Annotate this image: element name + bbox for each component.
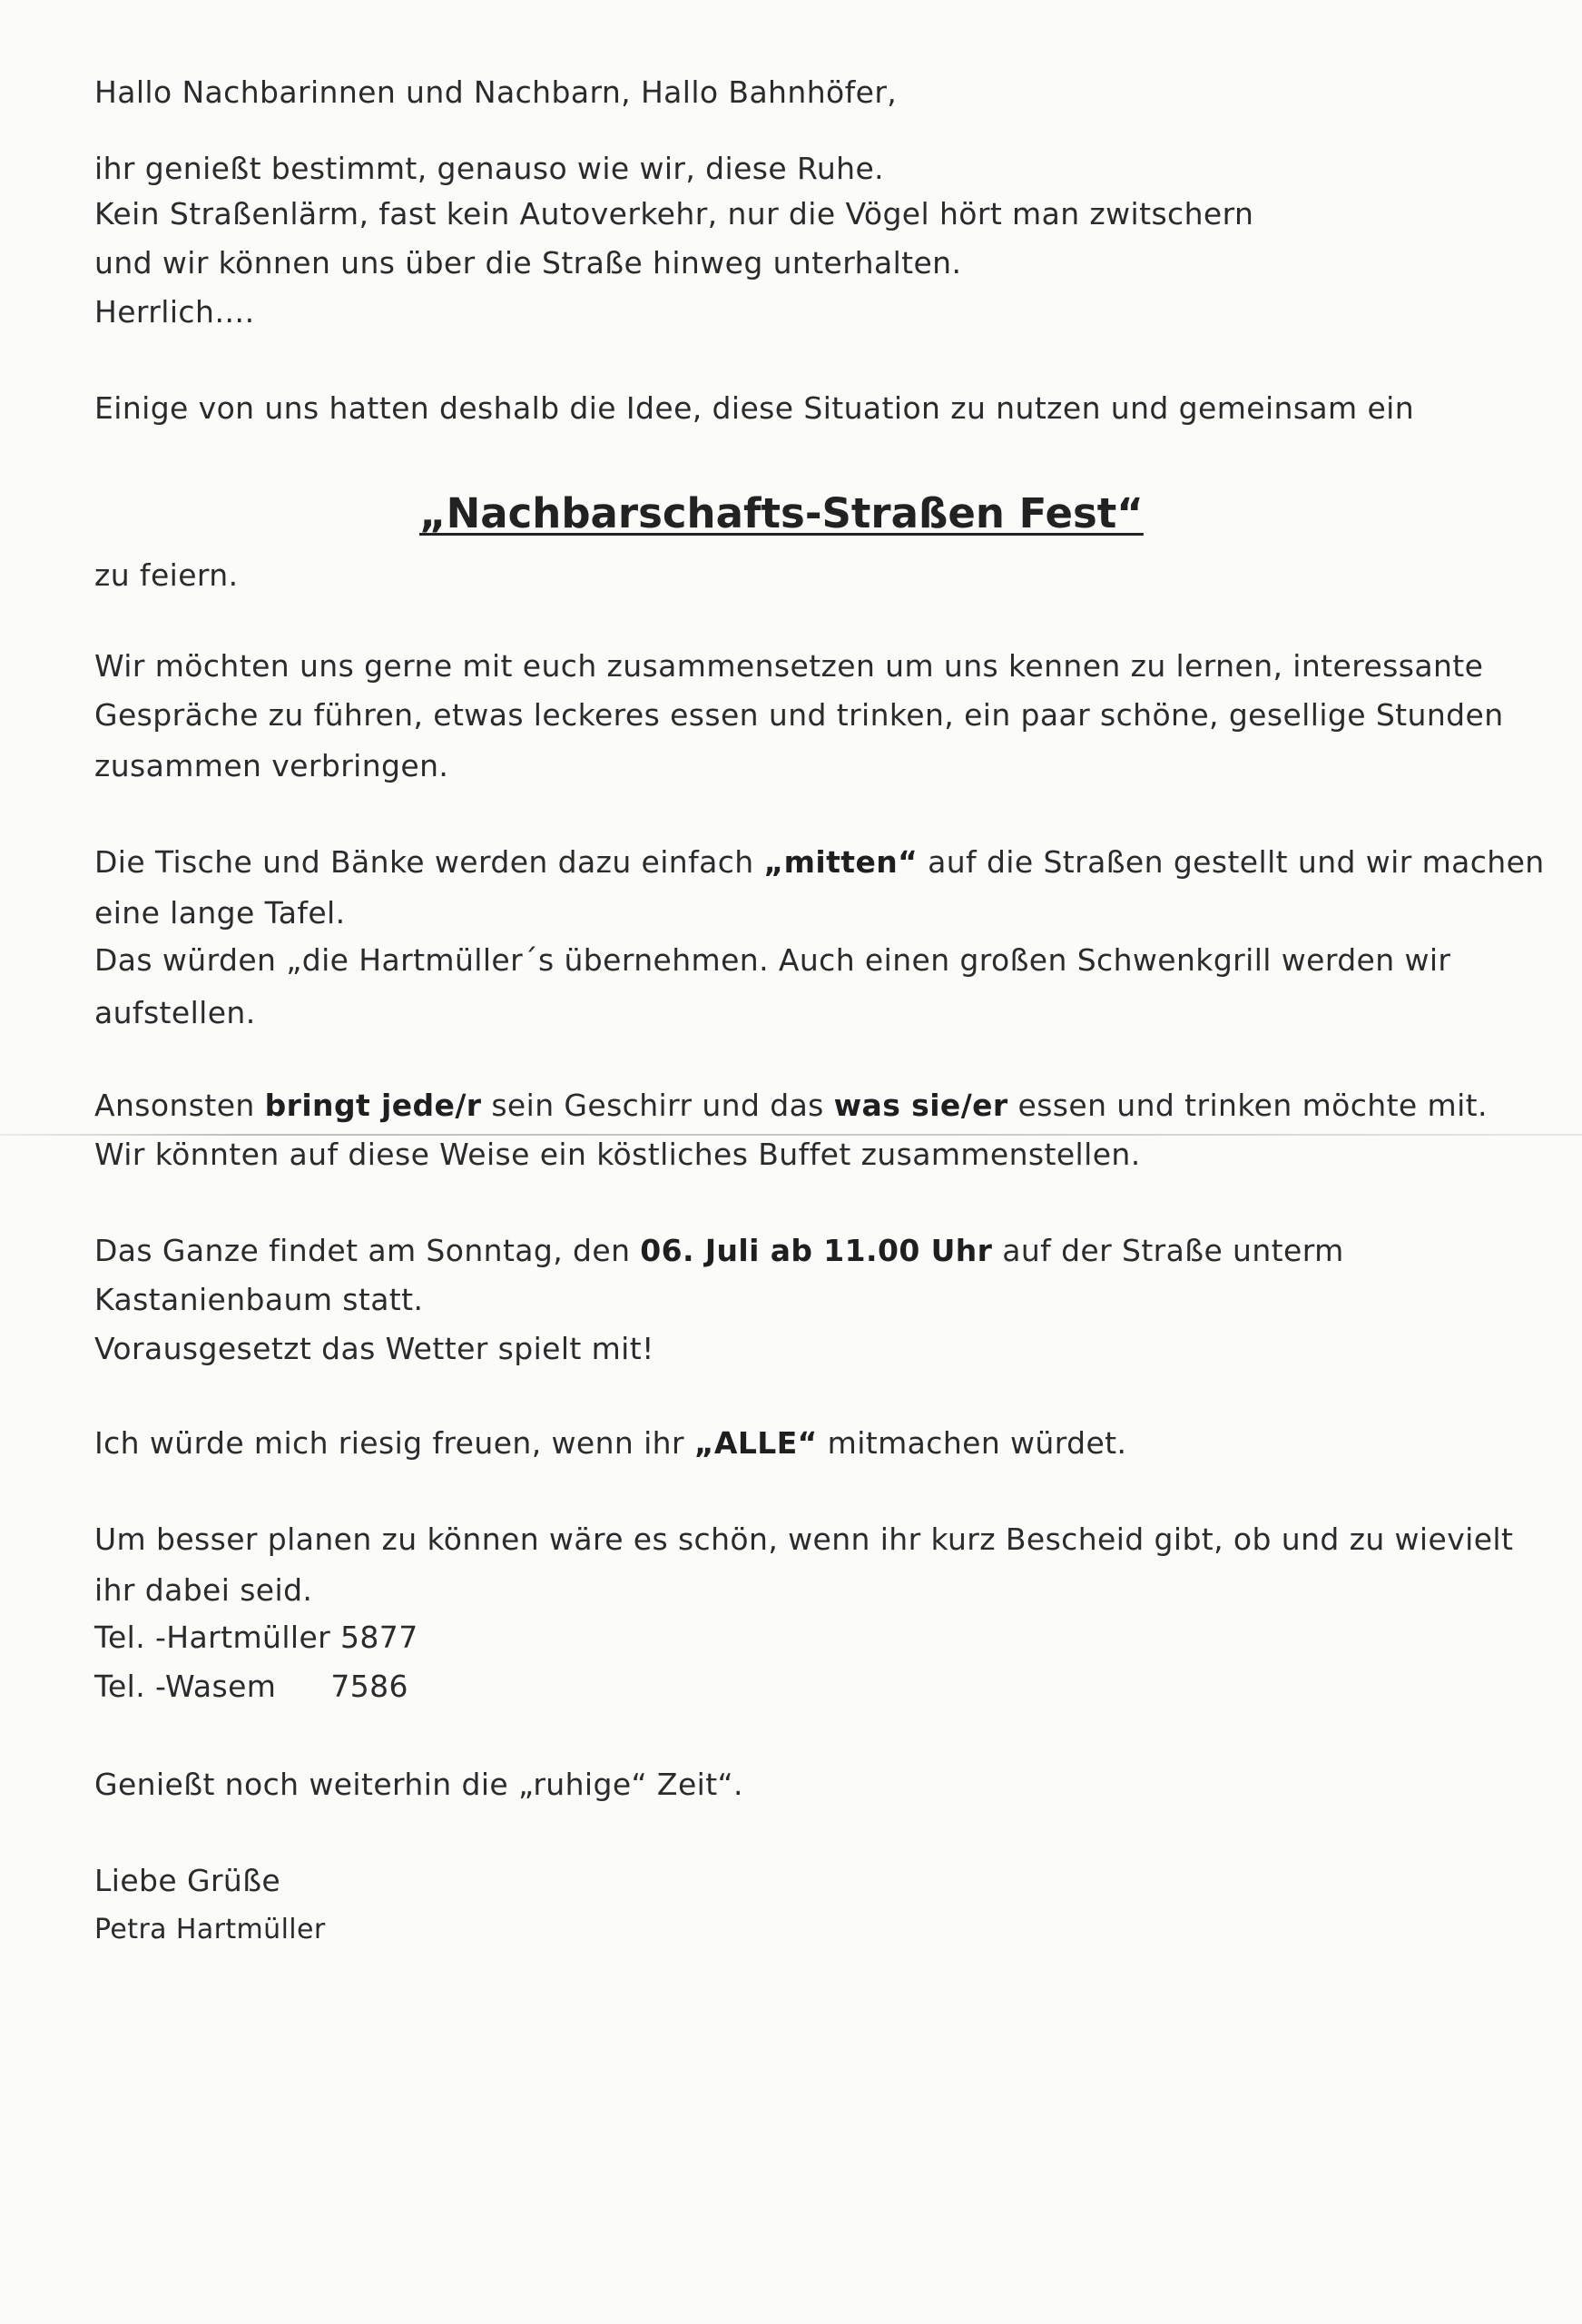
contact-line bbox=[94, 1618, 418, 1658]
paragraph-line: Kein Straßenlärm, fast kein Autoverkehr, nur die Vögel hört man zwitschern bbox=[94, 196, 1254, 231]
text-segment: Die Tische und Bänke werden dazu einfach bbox=[94, 844, 764, 880]
text-segment: sein Geschirr und das bbox=[481, 1088, 834, 1123]
contact-line bbox=[94, 1667, 408, 1707]
paragraph-line: ihr genießt bestimmt, genauso wie wir, diese Ruhe. bbox=[94, 151, 885, 186]
paragraph-line: zusammen verbringen. bbox=[94, 748, 449, 783]
closing-line: Genießt noch weiterhin die „ruhige“ Zeit“. bbox=[94, 1767, 743, 1802]
emphasis-was-sie-er: was sie/er bbox=[833, 1088, 1008, 1123]
paragraph-line: Kastanienbaum statt. bbox=[94, 1282, 424, 1317]
signature-name: Petra Hartmüller bbox=[94, 1914, 326, 1945]
paragraph-line: Um besser planen zu können wäre es schön, wenn ihr kurz Bescheid gibt, ob und zu wievielt bbox=[94, 1521, 1514, 1557]
paragraph-line: Das würden „die Hartmüller´s übernehmen. Auch einen großen Schwenkgrill werden wir bbox=[94, 942, 1451, 978]
text-segment: essen und trinken möchte mit. bbox=[1007, 1088, 1488, 1123]
paragraph-line bbox=[94, 1086, 1488, 1126]
emphasis-mitten: „mitten“ bbox=[763, 844, 919, 880]
text-segment: Das Ganze findet am Sonntag, den bbox=[94, 1233, 641, 1268]
text-segment: auf die Straßen gestellt und wir machen bbox=[918, 844, 1545, 880]
paragraph-line: und wir können uns über die Straße hinweg unterhalten. bbox=[94, 245, 962, 281]
paragraph-line: Herrlich…. bbox=[94, 294, 255, 330]
paragraph-line bbox=[94, 842, 1545, 882]
paragraph-line: Wir könnten auf diese Weise ein köstliches Buffet zusammenstellen. bbox=[94, 1137, 1141, 1172]
text-segment: auf der Straße unterm bbox=[992, 1233, 1344, 1268]
paragraph-line: ihr dabei seid. bbox=[94, 1572, 313, 1608]
text-segment: Ich würde mich riesig freuen, wenn ihr bbox=[94, 1425, 694, 1461]
regards: Liebe Grüße bbox=[94, 1863, 281, 1898]
contact-label: Tel. -Wasem bbox=[94, 1669, 277, 1704]
paragraph-line: eine lange Tafel. bbox=[94, 895, 346, 931]
text-segment: Ansonsten bbox=[94, 1088, 265, 1123]
paragraph-line: Gespräche zu führen, etwas leckeres essen und trinken, ein paar schöne, gesellige Stunden bbox=[94, 697, 1504, 733]
paragraph-line bbox=[94, 1231, 1344, 1271]
text-segment: mitmachen würdet. bbox=[817, 1425, 1127, 1461]
contact-number: 5877 bbox=[340, 1620, 418, 1655]
paragraph-line: aufstellen. bbox=[94, 995, 256, 1030]
emphasis-alle: „ALLE“ bbox=[693, 1425, 818, 1461]
paragraph-line: Wir möchten uns gerne mit euch zusammensetzen um uns kennen zu lernen, interessante bbox=[94, 648, 1484, 684]
emphasis-bringt: bringt jede/r bbox=[264, 1088, 482, 1123]
event-title: „Nachbarschafts-Straßen Fest“ bbox=[419, 489, 1144, 537]
celebrate-line: zu feiern. bbox=[94, 557, 239, 593]
paragraph-line bbox=[94, 1423, 1126, 1463]
intro-line: Einige von uns hatten deshalb die Idee, diese Situation zu nutzen und gemeinsam ein bbox=[94, 390, 1415, 426]
paragraph-line: Vorausgesetzt das Wetter spielt mit! bbox=[94, 1331, 654, 1366]
contact-number: 7586 bbox=[330, 1669, 408, 1704]
greeting: Hallo Nachbarinnen und Nachbarn, Hallo Bahnhöfer, bbox=[94, 74, 898, 110]
event-date-time: 06. Juli ab 11.00 Uhr bbox=[640, 1233, 993, 1268]
contact-label: Tel. -Hartmüller bbox=[94, 1620, 331, 1655]
